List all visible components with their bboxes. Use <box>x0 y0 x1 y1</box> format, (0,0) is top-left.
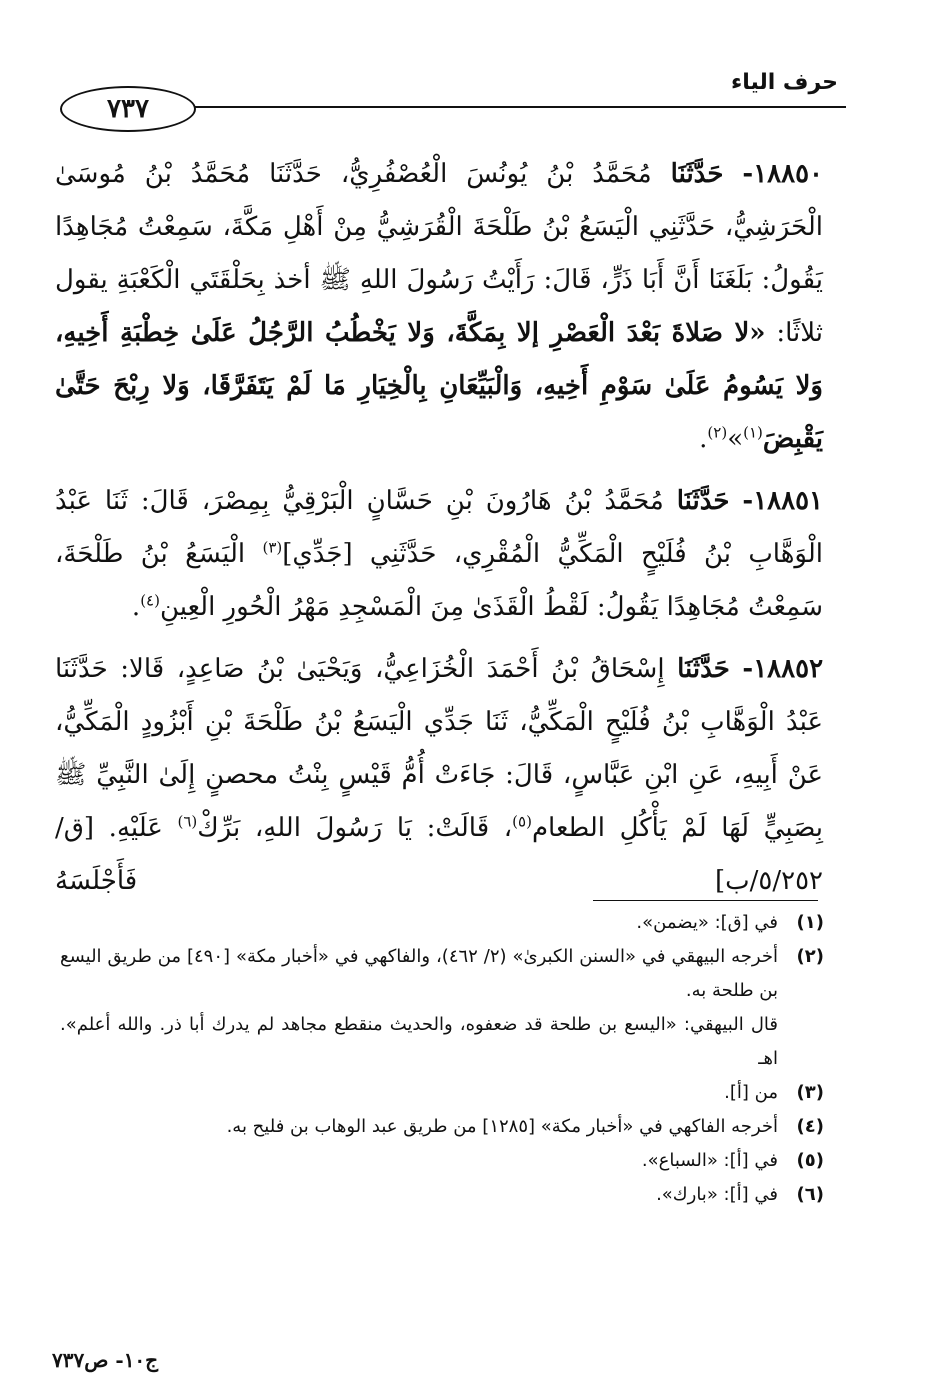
footnote-6 <box>60 1178 824 1212</box>
chapter-title: حرف الياء <box>730 70 838 95</box>
hadith-text: مُحَمَّدُ بْنُ هَارُونَ بْنِ حَسَّانٍ الْبَرْقِيُّ بِمِصْرَ، قَالَ: ثَنَا عَبْدُ الْوَهَّابِ بْنُ فُلَيْحٍ الْمَكِّيُّ الْمُقْرِي، حَدَّثَنِي [جَدِّي] <box>55 486 824 569</box>
volume-page-signature: ج١٠- ص٧٣٧ <box>52 1348 159 1372</box>
footnote-ref: (٦) <box>177 812 198 831</box>
hadith-lead: حَدَّثَنَا <box>677 654 730 684</box>
hadith-text: عَلَيْهِ. [ق/٥/٢٥٢/ب] فَأَجْلَسَهُ <box>55 813 823 896</box>
footnote-number: (٤) <box>796 1116 824 1137</box>
footnote-ref: (٥) <box>512 812 532 831</box>
footnote-ref: (٣) <box>262 538 283 557</box>
footnote-3 <box>60 1076 824 1110</box>
hadith-number: ١٨٨٥٢- <box>742 654 824 684</box>
page-number: ٧٣٧ <box>60 86 196 132</box>
hadith-18852 <box>55 643 823 908</box>
footnote-ref: (١) <box>743 423 763 442</box>
footnote-number: (٥) <box>796 1150 824 1171</box>
footnote-4 <box>60 1110 824 1144</box>
hadith-text: مُحَمَّدُ بْنُ يُونُسَ الْعُصْفُرِيُّ، حَدَّثَنَا مُحَمَّدُ بْنُ مُوسَىٰ الْحَرَشِيُّ، حَدَّثَنِي الْيَسَعُ بْنُ طَلْحَةَ الْقُرَشِيُّ مِنْ أَهْلِ مَكَّةَ، سَمِعْتُ مُجَاهِدًا يَقُولُ: بَلَغَنَا أَنَّ أَبَا ذَرٍّ، قَالَ: رَأَيْتُ رَسُولَ اللهِ ﷺ أخذ بِحَلْقَتَي الْكَعْبَةِ يقول ثلاثًا: <box>55 159 824 348</box>
footnote-ref: (٢) <box>707 423 728 442</box>
footnote-2 <box>60 940 824 1008</box>
quote-close: » <box>727 424 744 454</box>
hadith-number: ١٨٨٥١- <box>742 486 824 516</box>
footnote-number: (٢) <box>796 946 824 967</box>
hadith-18851 <box>55 475 823 634</box>
footnote-text: في [أ]: «السباع». <box>641 1150 778 1171</box>
hadith-text: ، قَالَتْ: يَا رَسُولَ اللهِ، بَرِّكْ <box>197 813 513 843</box>
page-header <box>60 66 846 122</box>
header-rule <box>170 106 846 108</box>
footnote-text: من [أ]. <box>724 1082 778 1103</box>
footnote-number: (١) <box>796 912 824 933</box>
footnote-1 <box>60 906 824 940</box>
footnote-ref: (٤) <box>140 591 160 610</box>
hadith-lead: حَدَّثَنَا <box>676 486 730 516</box>
hadith-text: الْيَسَعُ بْنُ طَلْحَةَ، سَمِعْتُ مُجَاهِدًا يَقُولُ: لَقْطُ الْقَذَىٰ مِنَ الْمَسْجِدِ مَهْرُ الْحُورِ الْعِينِ <box>55 539 823 622</box>
hadith-lead: حَدَّثَنَا <box>670 159 724 189</box>
hadith-number: ١٨٨٥٠- <box>742 159 824 189</box>
footnote-2-continued <box>60 1008 824 1076</box>
footnotes <box>60 906 824 1212</box>
footnote-text: في [أ]: «بارك». <box>656 1184 778 1205</box>
footnote-number: (٣) <box>796 1082 824 1103</box>
hadith-18850 <box>55 148 823 466</box>
sentence-end: . <box>699 424 708 454</box>
footnote-text: أخرجه البيهقي في «السنن الكبرىٰ» (٢/ ٤٦٢)، والفاكهي في «أخبار مكة» [٤٩٠] من طريق اليسع بن طلحة به. <box>60 946 778 1001</box>
footnote-5 <box>60 1144 824 1178</box>
sentence-end: . <box>131 592 141 622</box>
footnote-text: أخرجه الفاكهي في «أخبار مكة» [١٢٨٥] من طريق عبد الوهاب بن فليح به. <box>226 1116 778 1137</box>
hadith-quote: «لا صَلاةَ بَعْدَ الْعَصْرِ إلا بِمَكَّةَ، وَلا يَخْطُبُ الرَّجُلُ عَلَىٰ خِطْبَةِ أَخِيهِ، وَلا يَسُومُ عَلَىٰ سَوْمِ أَخِيهِ، وَالْبَيِّعَانِ بِالْخِيَارِ مَا لَمْ يَتَفَرَّقَا، وَلا رِبْحَ حَتَّىٰ يَقْبِضَ <box>55 318 823 454</box>
footnote-number: (٦) <box>796 1184 824 1205</box>
footnote-text: في [ق]: «يضمن». <box>636 912 778 933</box>
footnote-separator <box>593 900 818 901</box>
main-text <box>55 148 823 917</box>
hadith-text: إِسْحَاقُ بْنُ أَحْمَدَ الْخُزَاعِيُّ، وَيَحْيَىٰ بْنُ صَاعِدٍ، قَالا: حَدَّثَنَا عَبْدُ الْوَهَّابِ بْنُ فُلَيْحٍ الْمَكِّيُّ، ثَنَا جَدِّي الْيَسَعُ بْنُ طَلْحَةَ بْنِ أَبْزُودٍ الْمَكِّيُّ، عَنْ أَبِيهِ، عَنِ ابْنِ عَبَّاسٍ، قَالَ: جَاءَتْ أُمُّ قَيْسٍ بِنْتُ محصنٍ إِلَىٰ النَّبِيِّ ﷺ بِصَبِيٍّ لَهَا لَمْ يَأْكُلِ الطعام <box>55 654 823 843</box>
footnote-text: قال البيهقي: «اليسع بن طلحة قد ضعفوه، والحديث منقطع مجاهد لم يدرك أبا ذر. والله أعلم». اهـ <box>60 1014 778 1069</box>
